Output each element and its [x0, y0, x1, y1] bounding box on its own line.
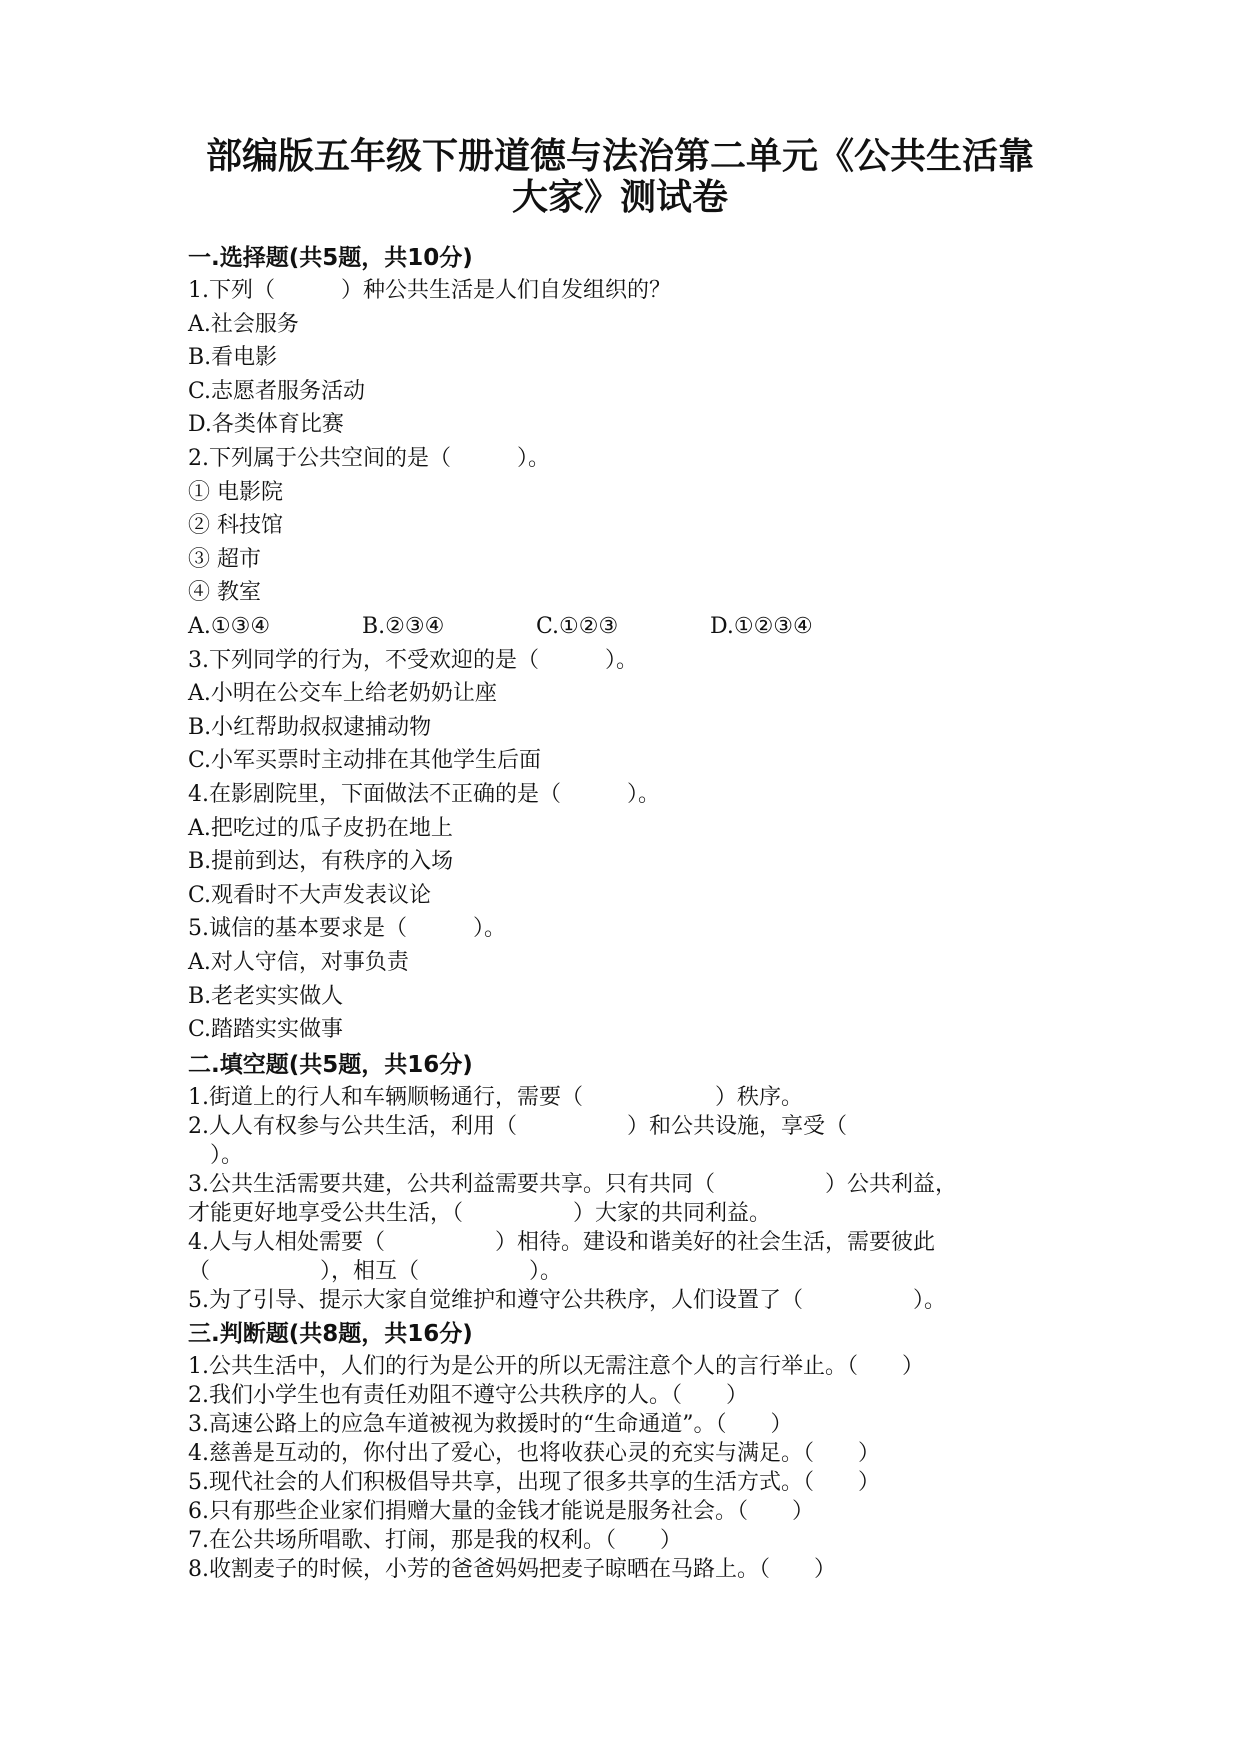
- question-stem: 2.下列属于公共空间的是（ ）。: [188, 446, 550, 471]
- exam-title-line-2: 大家》测试卷: [511, 177, 728, 218]
- question-line: ）。: [188, 1143, 244, 1168]
- list-item: ① 电影院: [188, 480, 283, 505]
- question-stem: 4.在影剧院里，下面做法不正确的是（ ）。: [188, 782, 660, 807]
- question-line: 3.高速公路上的应急车道被视为救援时的“生命通道”。（ ）: [188, 1412, 793, 1437]
- question-line: 6.只有那些企业家们捐赠大量的金钱才能说是服务社会。（ ）: [188, 1499, 814, 1524]
- answer-option: B.提前到达，有秩序的入场: [188, 849, 454, 874]
- answer-option: D.①②③④: [710, 614, 813, 639]
- answer-option: B.看电影: [188, 345, 278, 370]
- answer-option: A.社会服务: [188, 312, 299, 337]
- question-line: 3.公共生活需要共建，公共利益需要共享。只有共同（ ）公共利益，: [188, 1172, 957, 1197]
- question-stem: 5.诚信的基本要求是（ ）。: [188, 916, 506, 941]
- question-line: （ ），相互（ ）。: [188, 1259, 563, 1284]
- question-stem: 3.下列同学的行为，不受欢迎的是（ ）。: [188, 648, 638, 673]
- answer-option: B.老老实实做人: [188, 984, 344, 1009]
- question-line: 5.为了引导、提示大家自觉维护和遵守公共秩序，人们设置了（ ）。: [188, 1288, 946, 1313]
- answer-option: B.小红帮助叔叔逮捕动物: [188, 715, 432, 740]
- answer-option: C.①②③: [536, 614, 619, 639]
- section-heading-fill-blank: 二.填空题(共5题，共16分): [188, 1052, 473, 1078]
- answer-option: B.②③④: [362, 614, 445, 639]
- question-line: 5.现代社会的人们积极倡导共享，出现了很多共享的生活方式。（ ）: [188, 1470, 880, 1495]
- question-line: 1.街道上的行人和车辆顺畅通行，需要（ ）秩序。: [188, 1085, 803, 1110]
- question-line: 才能更好地享受公共生活，（ ）大家的共同利益。: [188, 1201, 772, 1226]
- question-stem: 1.下列（ ）种公共生活是人们自发组织的？: [188, 278, 671, 303]
- list-item: ④ 教室: [188, 580, 261, 605]
- answer-option: A.对人守信，对事负责: [188, 950, 409, 975]
- answer-option: A.把吃过的瓜子皮扔在地上: [188, 816, 453, 841]
- list-item: ③ 超市: [188, 547, 261, 572]
- question-line: 2.我们小学生也有责任劝阻不遵守公共秩序的人。（ ）: [188, 1383, 748, 1408]
- section-heading-true-false: 三.判断题(共8题，共16分): [188, 1321, 473, 1347]
- answer-option: C.志愿者服务活动: [188, 379, 366, 404]
- section-heading-choice: 一.选择题(共5题，共10分): [188, 245, 473, 271]
- question-line: 4.慈善是互动的，你付出了爱心，也将收获心灵的充实与满足。（ ）: [188, 1441, 880, 1466]
- answer-option: A.小明在公交车上给老奶奶让座: [188, 681, 497, 706]
- answer-option: C.观看时不大声发表议论: [188, 883, 432, 908]
- answer-option: C.踏踏实实做事: [188, 1017, 344, 1042]
- answer-option: D.各类体育比赛: [188, 412, 344, 437]
- question-line: 4.人与人相处需要（ ）相待。建设和谐美好的社会生活，需要彼此: [188, 1230, 935, 1255]
- question-line: 7.在公共场所唱歌、打闹，那是我的权利。（ ）: [188, 1528, 682, 1553]
- answer-option: A.①③④: [188, 614, 271, 639]
- exam-title-line-1: 部编版五年级下册道德与法治第二单元《公共生活靠: [205, 136, 1034, 177]
- answer-option: C.小军买票时主动排在其他学生后面: [188, 748, 542, 773]
- question-line: 1.公共生活中，人们的行为是公开的所以无需注意个人的言行举止。（ ）: [188, 1354, 924, 1379]
- question-line: 8.收割麦子的时候，小芳的爸爸妈妈把麦子晾晒在马路上。（ ）: [188, 1557, 836, 1582]
- question-line: 2.人人有权参与公共生活，利用（ ）和公共设施，享受（: [188, 1114, 847, 1139]
- list-item: ② 科技馆: [188, 513, 283, 538]
